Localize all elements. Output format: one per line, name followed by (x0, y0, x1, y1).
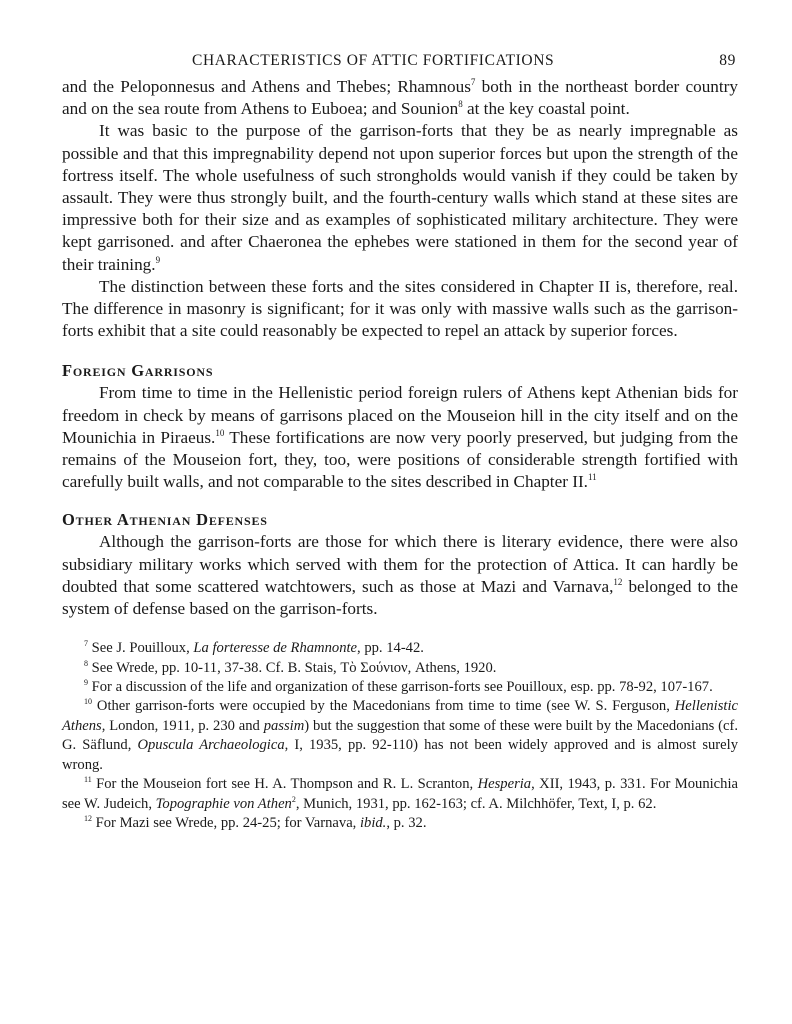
footnote-number: 12 (84, 813, 92, 823)
text-run: From time to time in the Hellenistic period foreign rulers of Athens kept Athenian bids for freedom in check by means of garrisons placed on the Mouseion hill in the city itself and on the Mounichia in Piraeus. (62, 383, 738, 447)
text-run: It was basic to the purpose of the garrison-forts that they be as nearly impregnable as possible and that this impregnability depend not upon superior forces but upon the strength of the fortress itself. The whole usefulness of such strongholds would vanish if they could be taken by assault. They were thus strongly built, and the fourth-century walls which stand at these sites are impressive both for their size and as examples of sophisticated military architecture. They were kept garrisoned. and after Chaeronea the ephebes were stationed in them for the second year of their training. (62, 121, 738, 274)
text-run: See J. Pouilloux, (88, 640, 194, 657)
text-run: both in the northeast border country and on the sea route from Athens to Euboea; and Sounion (62, 77, 738, 119)
text-run: , Munich, 1931, pp. 162-163; cf. A. Milchhöfer, Text, I, p. 62. (295, 795, 657, 812)
paragraph-continuation (62, 76, 738, 120)
footnote-ref-11: 11 (587, 472, 597, 483)
footnote-8 (62, 659, 738, 678)
footnote-ref-8: 8 (458, 99, 463, 110)
page-number: 89 (719, 52, 736, 69)
footnote-11 (62, 775, 738, 814)
citation-term: passim (263, 717, 305, 734)
citation-title: Opuscula Archaeologica (137, 737, 285, 754)
footnote-10 (62, 697, 738, 775)
text-run: See Wrede, pp. 10-11, 37-38. Cf. B. Stais, (88, 659, 341, 676)
text-run: , London, 1911, p. 230 and (101, 717, 264, 734)
running-head (62, 48, 738, 76)
text-run: For Mazi see Wrede, pp. 24-25; for Varnava, (92, 814, 360, 831)
text-run: , Athens, 1920. (407, 659, 497, 676)
footnote-ref-7: 7 (470, 77, 476, 87)
paragraph-impregnability (62, 120, 738, 275)
edition-superscript: 2 (291, 794, 296, 804)
paragraph-other-defenses (62, 531, 738, 620)
footnote-ref-10: 10 (215, 427, 225, 438)
section-heading-other-athenian-defenses: Other Athenian Defenses (62, 510, 268, 530)
paragraph-distinction (62, 276, 738, 343)
greek-title: Τὸ Σούνιον (340, 659, 408, 676)
citation-title: Hesperia (477, 776, 532, 793)
text-run: , I, 1935, pp. 92-110) has not been widely approved and is almost surely wrong. (62, 737, 738, 773)
footnote-ref-9: 9 (155, 254, 161, 265)
footnote-7 (62, 639, 738, 658)
text-run: The distinction between these forts and the sites considered in Chapter II is, therefore, real. The difference in masonry is significant; for it was only with massive walls such as the garrison-forts exhibit that a site could reasonably be expected to repel an attack by superior forces. (62, 276, 738, 341)
running-head-title: CHARACTERISTICS OF ATTIC FORTIFICATIONS (192, 52, 555, 69)
text-run: belonged to the system of defense based on the garrison-forts. (62, 576, 738, 619)
text-run: Other garrison-forts were occupied by the Macedonians from time to time (see W. S. Ferguson, (92, 698, 675, 715)
text-run: ) but the suggestion that some of these were built by the Macedonians (cf. G. Säflund, (62, 717, 738, 754)
footnote-12 (62, 814, 738, 833)
footnote-number: 8 (84, 658, 88, 668)
footnote-number: 11 (84, 775, 92, 785)
footnote-number: 9 (84, 678, 88, 688)
text-run: For the Mouseion fort see H. A. Thompson and R. L. Scranton, (91, 776, 478, 793)
footnote-ref-12: 12 (613, 576, 623, 587)
citation-title: La forteresse de Rhamnonte (193, 640, 358, 657)
text-run: , p. 32. (386, 814, 427, 831)
text-run: , pp. 14-42. (357, 640, 424, 657)
citation-title: Hellenistic Athens (62, 698, 738, 734)
footnote-9 (62, 678, 738, 697)
text-run: , XII, 1943, p. 331. For Mounichia see W. Judeich, (62, 776, 738, 812)
section-heading-foreign-garrisons: Foreign Garrisons (62, 361, 214, 381)
footnotes (62, 639, 738, 833)
page (62, 48, 738, 833)
paragraph-foreign-garrisons (62, 382, 738, 493)
citation-title: Topographie von Athen (155, 795, 292, 812)
footnote-number: 7 (84, 639, 88, 649)
body-text (62, 76, 738, 620)
footnote-number: 10 (84, 697, 92, 707)
text-run: These fortifications are now very poorly preserved, but judging from the remains of the Mouseion fort, they, too, were positions of considerable strength fortified with carefully built walls, and not comparable to the sites described in Chapter II. (62, 427, 738, 492)
text-run: Although the garrison-forts are those for which there is literary evidence, there were also subsidiary military works which served with them for the protection of Attica. It can hardly be doubted that some scattered watchtowers, such as those at Mazi and Varnava, (62, 532, 738, 596)
text-run: For a discussion of the life and organization of these garrison-forts see Pouilloux, esp. pp. 78-92, 107-167. (88, 679, 713, 696)
text-run: and the Peloponnesus and Athens and Thebes; Rhamnous (62, 77, 471, 96)
citation-term: ibid. (359, 814, 387, 831)
text-run: at the key coastal point. (462, 99, 630, 119)
